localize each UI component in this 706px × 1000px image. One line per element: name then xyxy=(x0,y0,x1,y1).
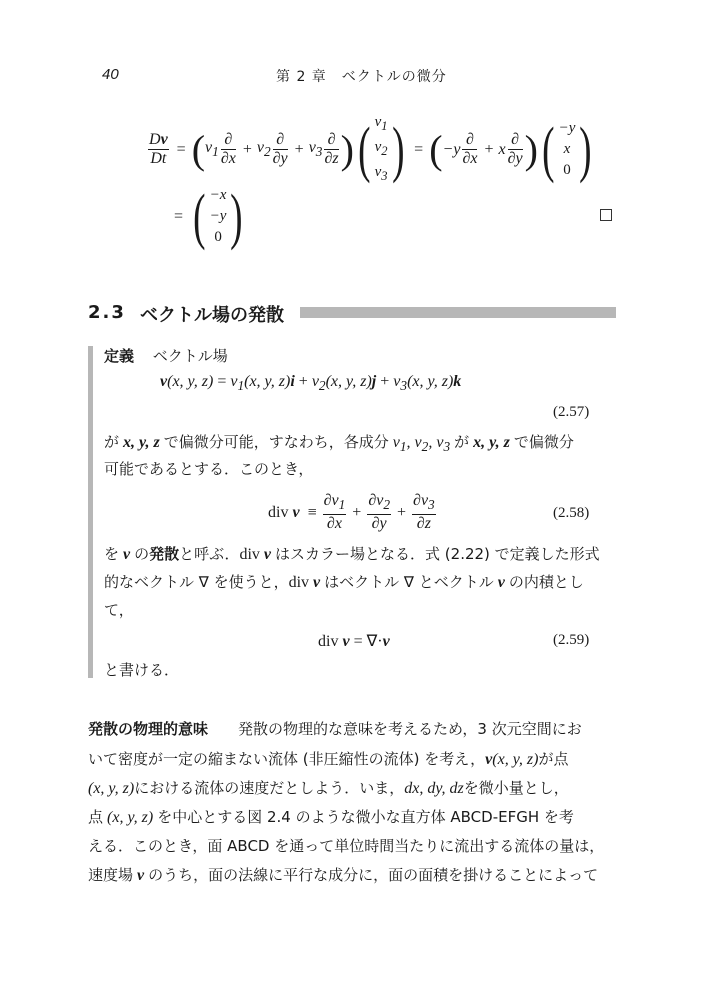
section-rule xyxy=(300,307,616,318)
equation-number-259: (2.59) xyxy=(553,632,590,648)
chapter-title: 第 2 章 ベクトルの微分 xyxy=(276,69,447,85)
equation-number-258: (2.58) xyxy=(553,505,590,521)
paragraph-line-1: 発散の物理的意味 発散の物理的な意味を考えるため，3 次元空間にお xyxy=(88,720,582,738)
definition-label: 定義 xyxy=(104,347,135,365)
qed-symbol xyxy=(600,209,612,221)
equation-material-derivative: $\frac{Dv}{Dt}$ = ( $v_1$ $\frac{\partial}{\partial x}$ + $v_2$ $\frac{\partial}{\partial y}$ + $v_3$ $\frac{\partial}{\partial z}$ ) ( $v_1$ $v_2$ $v_3$ ) = ( −y $\frac{\partial}{\partial x}$ + x $\frac{\partial}{\partial y}$ ) ( −y x 0 ) xyxy=(149,114,592,184)
paragraph-line-5: える．このとき，面 ABCD を通って単位時間当たりに流出する流体の量は， xyxy=(88,837,605,855)
equation-div-dot: div v = ∇·v xyxy=(318,633,390,650)
equation-vector-field: v(x, y, $z) = v_1(x$, y, $z)i + v_2(x$, y, $z)j + v_3(x$, y, z)k xyxy=(160,373,462,394)
definition-line-3: を v の発散と呼ぶ．div v はスカラー場となる．式 (2.22) で定義した形式 xyxy=(104,545,600,563)
definition-line-1: が x, y, z で偏微分可能，すなわち，各成分 $v_1$, $v_2$, $v_3$ が x, y, z で偏微分 xyxy=(104,433,574,455)
paragraph-heading: 発散の物理的意味 xyxy=(88,720,209,738)
definition-heading xyxy=(104,343,228,370)
definition-line-2: 可能であるとする．このとき， xyxy=(104,460,314,478)
equation-result: = ( −x −y 0 ) xyxy=(174,182,243,251)
equation-number-257: (2.57) xyxy=(553,404,590,420)
paragraph-line-3: (x, y, z)における流体の速度だとしよう．いま，dx, dy, dzを微小量とし， xyxy=(88,779,569,797)
paragraph-line-4: 点 (x, y, z) を中心とする図 2.4 のような微小な直方体 ABCD-EFGH を考 xyxy=(88,808,574,826)
definition-line-4: 的なベクトル ∇ を使うと，div v はベクトル ∇ とベクトル v の内積とし xyxy=(104,573,584,591)
definition-line-6: と書ける． xyxy=(104,661,180,679)
definition-label-text: ベクトル場 xyxy=(152,347,228,365)
page-number: 40 xyxy=(102,66,119,83)
definition-sidebar xyxy=(88,346,93,678)
paragraph-line-6: 速度場 v のうち，面の法線に平行な成分に，面の面積を掛けることによって xyxy=(88,866,599,884)
section-title: ベクトル場の発散 xyxy=(140,305,284,326)
equation-divergence: div v ≡ $\frac{\partial v_1}{\partial x}$ + $\frac{\partial v_2}{\partial y}$ + $\frac{\partial v_3}{\partial z}$ xyxy=(268,492,435,533)
paragraph-line-2: いて密度が一定の縮まない流体 (非圧縮性の流体) を考え，v(x, y, z)が点 xyxy=(88,750,569,768)
definition-line-5: て， xyxy=(104,601,134,619)
section-number: 2.3 xyxy=(88,302,126,323)
